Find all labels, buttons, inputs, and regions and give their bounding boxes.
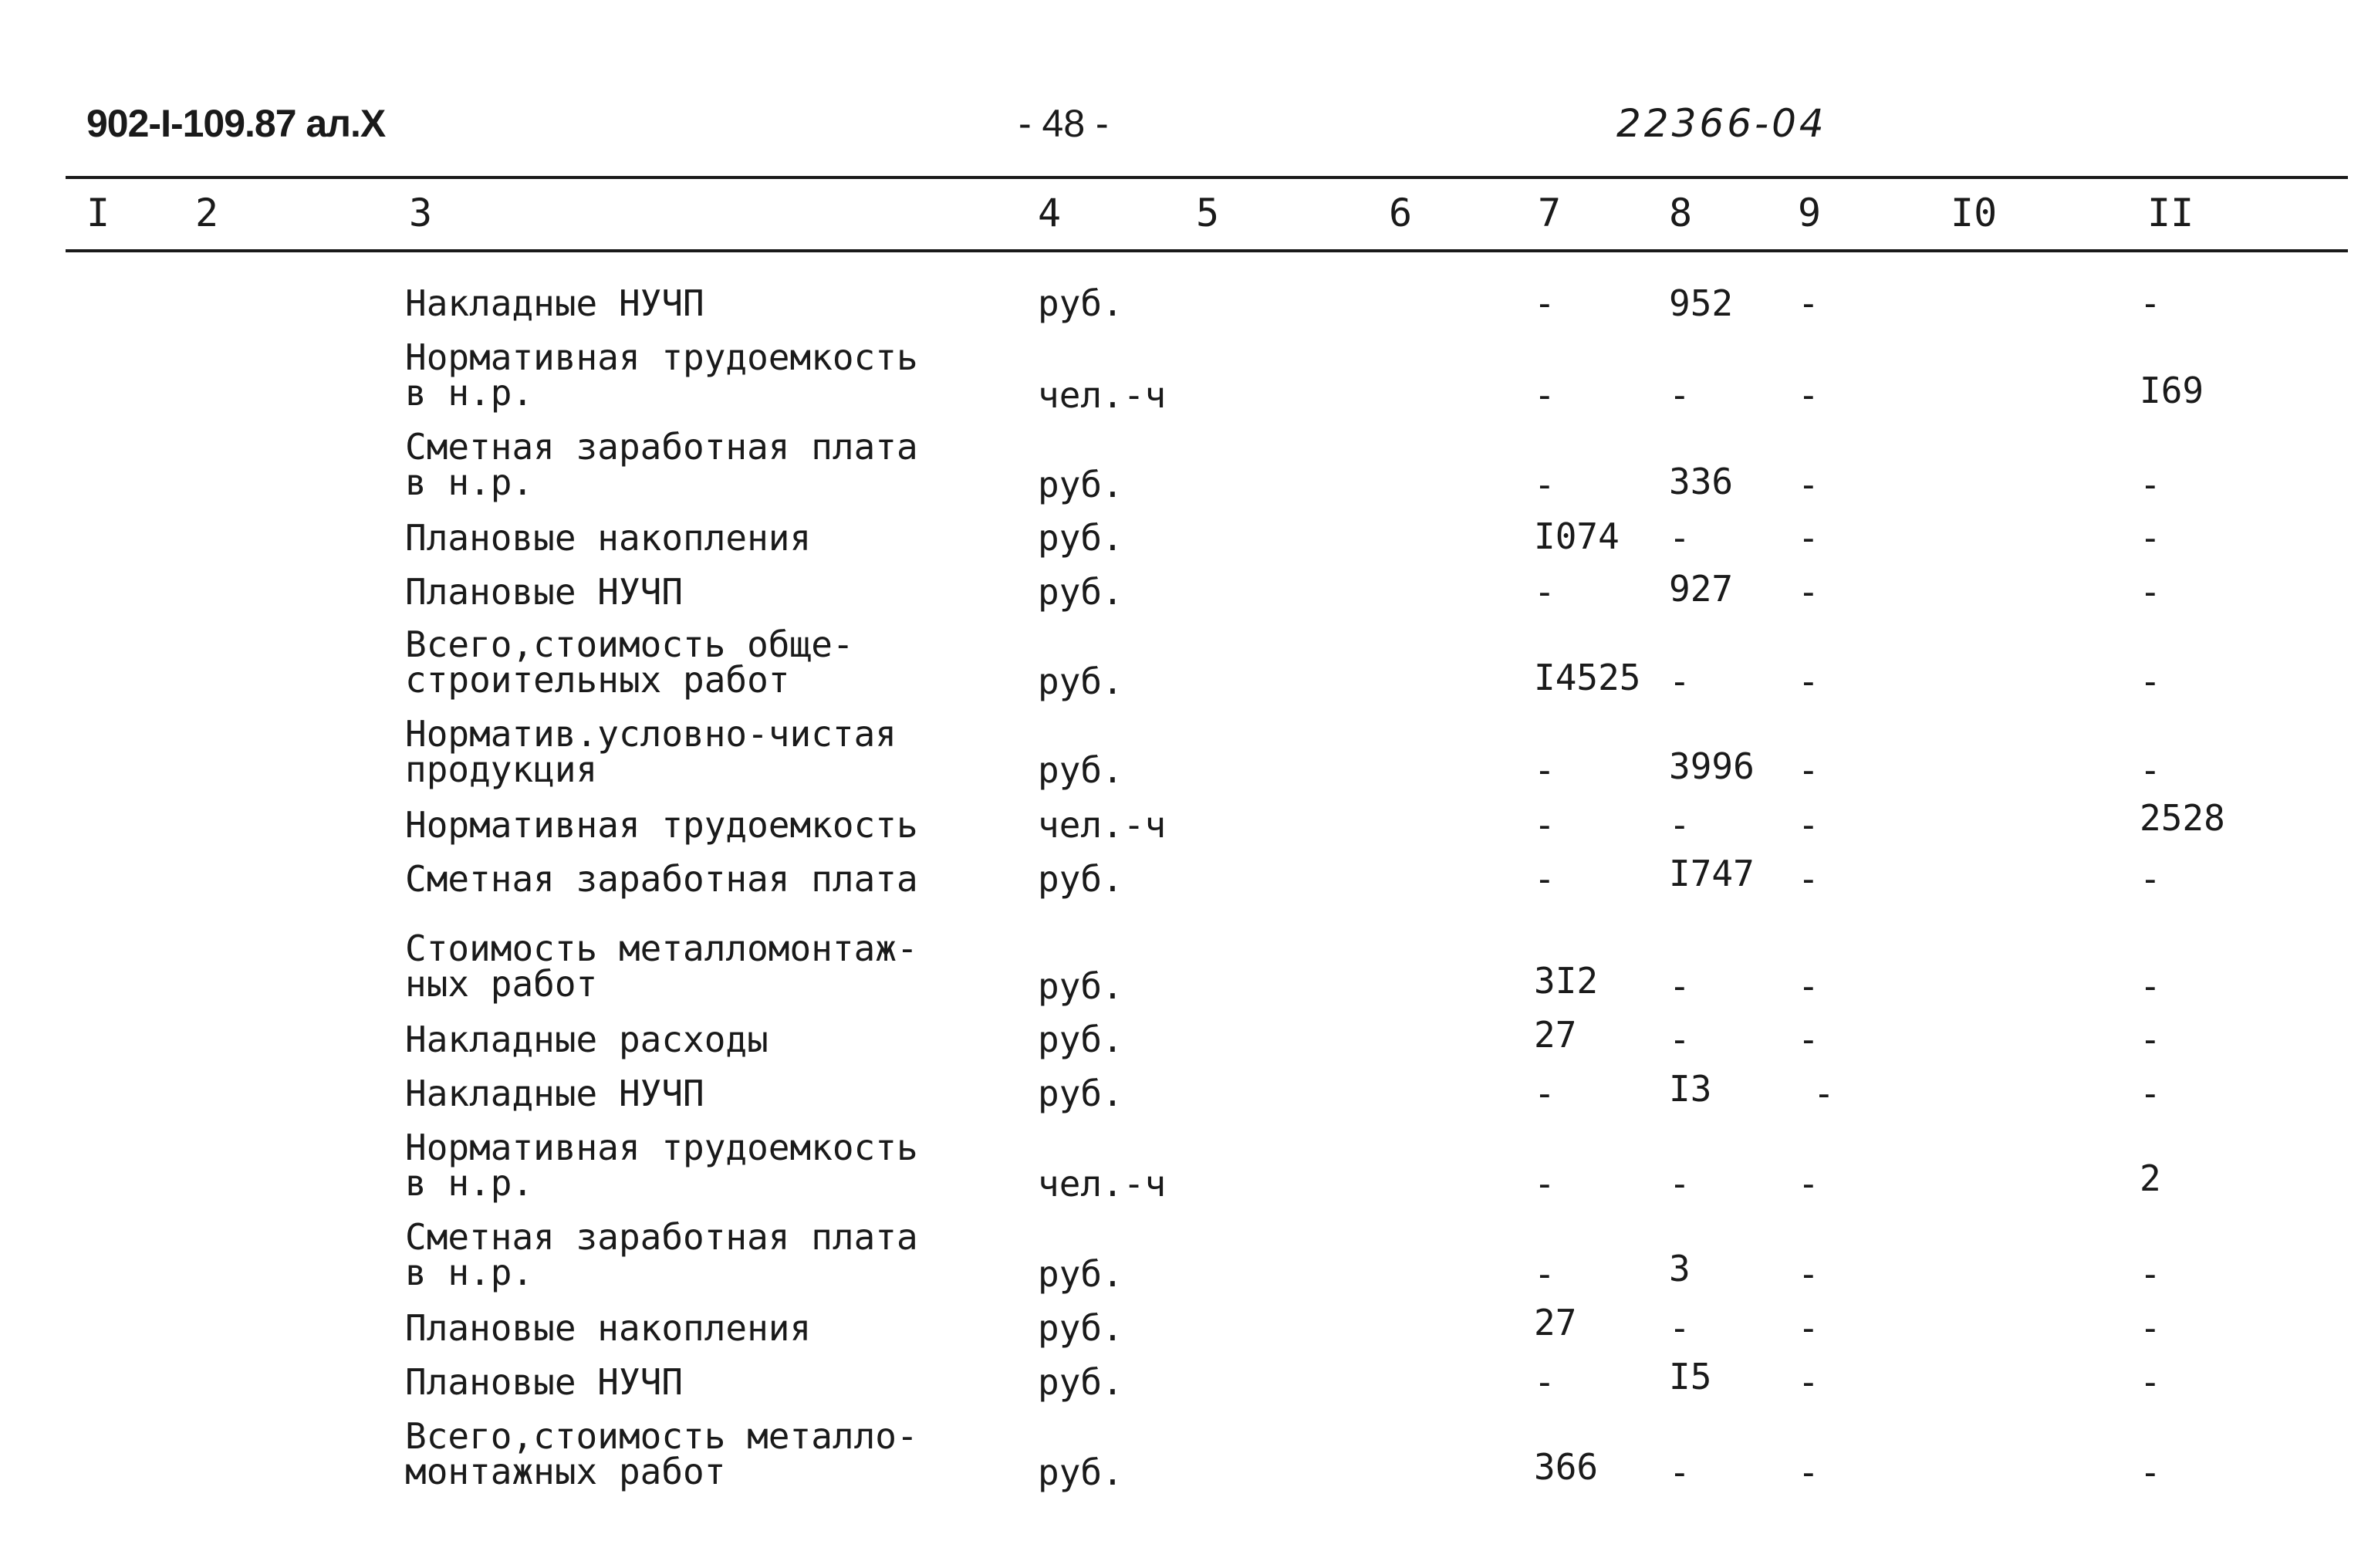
row-col9-value: - bbox=[1798, 749, 1819, 791]
row-col8-value: 952 bbox=[1669, 282, 1734, 324]
row-col7-value: - bbox=[1534, 1253, 1555, 1295]
row-col8-value: 3996 bbox=[1669, 745, 1755, 787]
row-col9-value: - bbox=[1798, 464, 1819, 505]
row-unit: руб. bbox=[1038, 749, 1123, 791]
row-unit: руб. bbox=[1038, 571, 1123, 613]
row-unit: руб. bbox=[1038, 1451, 1123, 1493]
row-description: Плановые накопления bbox=[405, 1307, 812, 1349]
row-description: Нормативная трудоемкость в н.р. bbox=[405, 336, 918, 414]
row-unit: руб. bbox=[1038, 517, 1123, 559]
row-col8-value: - bbox=[1669, 965, 1691, 1007]
row-col9-value: - bbox=[1798, 965, 1819, 1007]
row-col11-value: - bbox=[2140, 282, 2161, 324]
row-col11-value: - bbox=[2140, 1451, 2161, 1493]
row-col8-value: - bbox=[1669, 1019, 1691, 1060]
column-header-10: I0 bbox=[1951, 191, 1998, 235]
row-col8-value: I747 bbox=[1669, 853, 1755, 894]
row-col9-value: - bbox=[1813, 1073, 1835, 1114]
row-col9-value: - bbox=[1798, 1361, 1819, 1403]
row-col7-value: 3I2 bbox=[1534, 960, 1599, 1002]
row-col8-value: I3 bbox=[1669, 1068, 1712, 1110]
row-col8-value: I5 bbox=[1669, 1356, 1712, 1397]
row-col9-value: - bbox=[1798, 282, 1819, 324]
row-description: Накладные НУЧП bbox=[405, 282, 704, 324]
row-col11-value: - bbox=[2140, 464, 2161, 505]
column-header-1: I bbox=[86, 191, 110, 235]
column-header-6: 6 bbox=[1389, 191, 1413, 235]
row-col8-value: 336 bbox=[1669, 461, 1734, 502]
row-col7-value: I4525 bbox=[1534, 657, 1641, 698]
row-col9-value: - bbox=[1798, 804, 1819, 846]
row-col9-value: - bbox=[1798, 858, 1819, 900]
column-header-4: 4 bbox=[1038, 191, 1062, 235]
row-col7-value: - bbox=[1534, 1163, 1555, 1205]
row-description: Накладные НУЧП bbox=[405, 1073, 704, 1114]
row-col9-value: - bbox=[1798, 1019, 1819, 1060]
row-col11-value: - bbox=[2140, 1307, 2161, 1349]
column-header-5: 5 bbox=[1196, 191, 1220, 235]
row-col7-value: 27 bbox=[1534, 1302, 1577, 1343]
row-description: Накладные расходы bbox=[405, 1019, 768, 1060]
row-col8-value: - bbox=[1669, 661, 1691, 702]
row-col7-value: - bbox=[1534, 804, 1555, 846]
row-col8-value: - bbox=[1669, 517, 1691, 559]
row-unit: чел.-ч bbox=[1038, 1163, 1167, 1205]
row-unit: руб. bbox=[1038, 1253, 1123, 1295]
row-unit: чел.-ч bbox=[1038, 374, 1167, 416]
column-header-8: 8 bbox=[1669, 191, 1693, 235]
row-unit: чел.-ч bbox=[1038, 804, 1167, 846]
row-col11-value: - bbox=[2140, 1073, 2161, 1114]
row-col8-value: - bbox=[1669, 1307, 1691, 1349]
row-col7-value: - bbox=[1534, 571, 1555, 613]
row-col9-value: - bbox=[1798, 1451, 1819, 1493]
row-unit: руб. bbox=[1038, 1307, 1123, 1349]
row-col9-value: - bbox=[1798, 1163, 1819, 1205]
row-col9-value: - bbox=[1798, 571, 1819, 613]
row-description: Плановые накопления bbox=[405, 517, 812, 559]
row-col11-value: - bbox=[2140, 1253, 2161, 1295]
row-description: Сметная заработная плата bbox=[405, 858, 918, 900]
row-col7-value: - bbox=[1534, 464, 1555, 505]
row-description: Стоимость металломонтаж- ных работ bbox=[405, 928, 918, 1005]
row-col9-value: - bbox=[1798, 661, 1819, 702]
row-unit: руб. bbox=[1038, 1073, 1123, 1114]
row-col11-value: - bbox=[2140, 858, 2161, 900]
row-col7-value: I074 bbox=[1534, 515, 1620, 557]
row-description: Нормативная трудоемкость bbox=[405, 804, 918, 846]
column-header-3: 3 bbox=[409, 191, 433, 235]
table-header-rule bbox=[66, 249, 2348, 252]
row-col8-value: 3 bbox=[1669, 1248, 1691, 1289]
row-col9-value: - bbox=[1798, 1253, 1819, 1295]
row-description: Сметная заработная плата в н.р. bbox=[405, 426, 918, 503]
row-col9-value: - bbox=[1798, 374, 1819, 416]
row-col11-value: I69 bbox=[2140, 370, 2204, 411]
row-col11-value: - bbox=[2140, 965, 2161, 1007]
column-header-11: II bbox=[2147, 191, 2194, 235]
row-col9-value: - bbox=[1798, 1307, 1819, 1349]
row-col7-value: - bbox=[1534, 1361, 1555, 1403]
document-code: 902-I-109.87 ал.X bbox=[86, 102, 386, 145]
row-col11-value: - bbox=[2140, 517, 2161, 559]
row-col8-value: 927 bbox=[1669, 568, 1734, 610]
row-description: Сметная заработная плата в н.р. bbox=[405, 1216, 918, 1293]
row-unit: руб. bbox=[1038, 464, 1123, 505]
row-description: Норматив.условно-чистая продукция bbox=[405, 713, 897, 790]
column-header-9: 9 bbox=[1798, 191, 1822, 235]
row-description: Всего,стоимость металло- монтажных работ bbox=[405, 1415, 918, 1492]
row-col7-value: - bbox=[1534, 749, 1555, 791]
row-col11-value: - bbox=[2140, 571, 2161, 613]
column-header-2: 2 bbox=[195, 191, 219, 235]
row-col8-value: - bbox=[1669, 804, 1691, 846]
row-col8-value: - bbox=[1669, 374, 1691, 416]
row-unit: руб. bbox=[1038, 661, 1123, 702]
row-col7-value: 366 bbox=[1534, 1446, 1599, 1488]
column-header-7: 7 bbox=[1538, 191, 1562, 235]
row-col7-value: - bbox=[1534, 282, 1555, 324]
sheet-code: 22366-04 bbox=[1616, 101, 1827, 146]
row-col7-value: - bbox=[1534, 374, 1555, 416]
row-description: Всего,стоимость обще- строительных работ bbox=[405, 623, 854, 701]
row-col11-value: 2 bbox=[2140, 1157, 2161, 1199]
row-unit: руб. bbox=[1038, 1361, 1123, 1403]
row-col7-value: - bbox=[1534, 858, 1555, 900]
page-number: - 48 - bbox=[1018, 102, 1109, 145]
row-col11-value: - bbox=[2140, 749, 2161, 791]
row-col7-value: - bbox=[1534, 1073, 1555, 1114]
row-col11-value: - bbox=[2140, 661, 2161, 702]
row-description: Нормативная трудоемкость в н.р. bbox=[405, 1127, 918, 1204]
row-col7-value: 27 bbox=[1534, 1014, 1577, 1056]
table-top-rule bbox=[66, 176, 2348, 179]
row-unit: руб. bbox=[1038, 965, 1123, 1007]
row-col11-value: 2528 bbox=[2140, 797, 2225, 839]
row-description: Плановые НУЧП bbox=[405, 571, 684, 613]
row-col9-value: - bbox=[1798, 517, 1819, 559]
row-unit: руб. bbox=[1038, 282, 1123, 324]
row-col11-value: - bbox=[2140, 1361, 2161, 1403]
row-col8-value: - bbox=[1669, 1163, 1691, 1205]
row-description: Плановые НУЧП bbox=[405, 1361, 684, 1403]
row-unit: руб. bbox=[1038, 858, 1123, 900]
row-col8-value: - bbox=[1669, 1451, 1691, 1493]
row-unit: руб. bbox=[1038, 1019, 1123, 1060]
row-col11-value: - bbox=[2140, 1019, 2161, 1060]
